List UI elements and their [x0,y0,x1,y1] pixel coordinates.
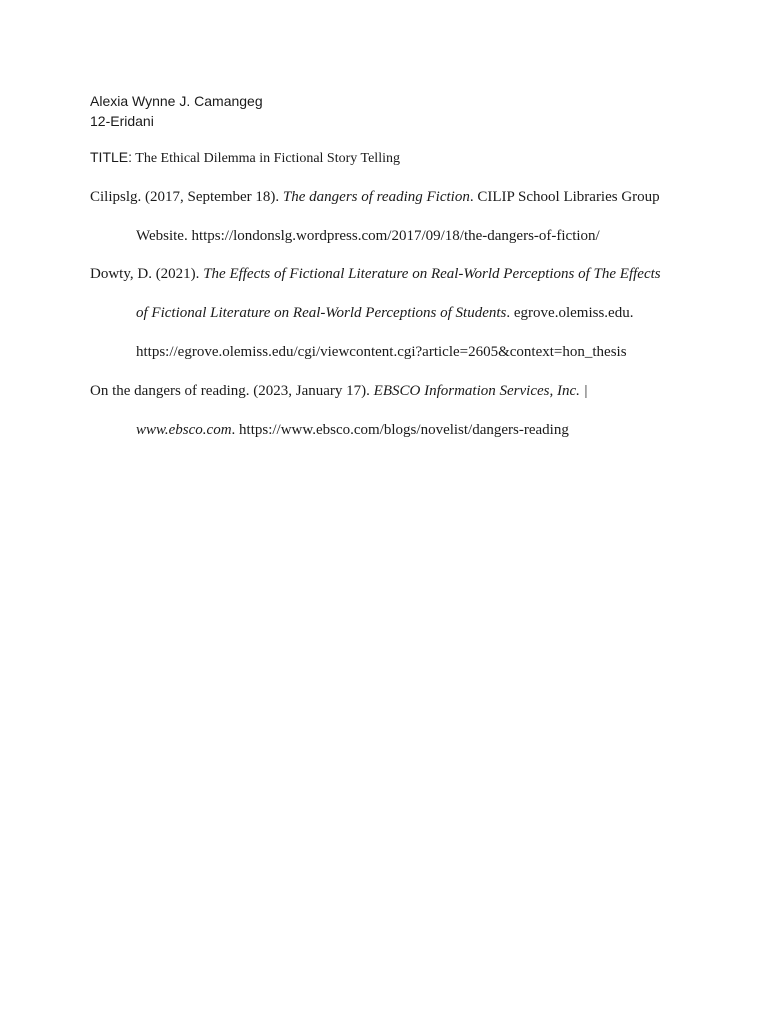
reference-1-publisher: . CILIP School Libraries Group [469,189,660,205]
reference-3-line-1 [90,381,588,401]
reference-2-url: https://egrove.olemiss.edu/cgi/viewcontent.cgi?article=2605&context=hon_thesis [136,344,627,360]
title-text: The Ethical Dilemma in Fictional Story Telling [132,151,400,166]
reference-2-author-date: Dowty, D. (2021). [90,266,204,282]
reference-3-site: www.ebsco.com [136,422,232,438]
reference-2-title-part-1: The Effects of Fictional Literature on Real-World Perceptions of The Effects [203,266,661,282]
paper-title [90,148,400,168]
reference-2-site: . egrove.olemiss.edu. [506,305,634,321]
reference-3-title-date: On the dangers of reading. (2023, January 17). [90,383,374,399]
reference-1-line-2 [136,226,600,246]
reference-2-line-1 [90,264,661,284]
reference-2-line-2 [136,303,633,323]
title-lead: TITLE: [90,149,133,165]
reference-2-title-part-2: of Fictional Literature on Real-World Perceptions of Students [136,305,507,321]
reference-1-line-1 [90,187,660,207]
reference-3-url: . https://www.ebsco.com/blogs/novelist/dangers-reading [231,422,569,438]
reference-3-line-2 [136,420,569,440]
reference-1-url: Website. https://londonslg.wordpress.com/2017/09/18/the-dangers-of-fiction/ [136,228,600,244]
reference-1-title: The dangers of reading Fiction [282,189,470,205]
reference-1-author-date: Cilipslg. (2017, September 18). [90,189,283,205]
author-name: Alexia Wynne J. Camangeg [90,93,263,109]
class-section: 12-Eridani [90,113,154,129]
reference-3-publisher: EBSCO Information Services, Inc. | [373,383,588,399]
reference-2-line-3 [136,342,627,362]
